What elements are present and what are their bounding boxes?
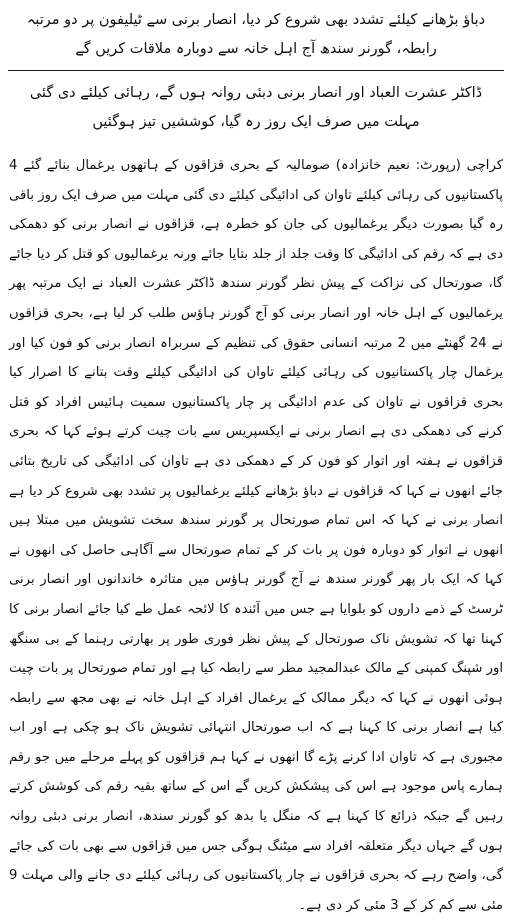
headline: دباؤ بڑھانے کیلئے تشدد بھی شروع کر دیا، انصار برنی سے ٹیلیفون پر دو مرتبہ رابطہ، گورنر سندھ آج اہل خانہ سے دوبارہ ملاقات کریں گے [26,12,486,57]
article-body [9,151,503,920]
divider [8,70,504,71]
article-paragraph: کراچی (رپورٹ: نعیم خانزادہ) صومالیہ کے بحری قزاقوں کے ہاتھوں یرغمال بنائے گئے 4 پاکستانیوں کی رہائی کیلئے تاوان کی ادائیگی کیلئے دی گئی مہلت میں صرف ایک روز باقی رہ گیا بصورت دیگر یرغمالیوں کی جان کو خطرہ ہے، قزاقوں نے انصار برنی کو دھمکی دی ہے کہ رقم کی ادائیگی کا وقت جلد از جلد بتایا جائے ورنہ یرغمالیوں کو قتل کر دیا جائے گا، صورتحال کی نزاکت کے پیش نظر گورنر سندھ ڈاکٹر عشرت العباد نے ایک مرتبہ پھر یرغمالیوں کے اہل خانہ اور انصار برنی کو آج گورنر ہاؤس طلب کر لیا ہے، بحری قزاقوں نے 24 گھنٹے میں 2 مرتبہ انسانی حقوق کی تنظیم کے سربراہ انصار برنی کو فون کیا اور یرغمال چار پاکستانیوں کی رہائی کیلئے تاوان کی ادائیگی کیلئے وقت بتانے کا اصرار کیا بحری قزاقوں نے تاوان کی عدم ادائیگی پر چار پاکستانیوں سمیت ہائیس افراد کو قتل کرنے کی دھمکی دی ہے انصار برنی نے ایکسپریس سے بات چیت کرتے ہوئے کہا کہ بحری قزاقوں نے ہفتہ اور اتوار کو فون کر کے دھمکی دی ہے تاوان کی ادائیگی کی تاریخ بتائی جائے انھوں نے کہا کہ قزاقوں نے دباؤ بڑھانے کیلئے یرغمالیوں پر تشدد بھی شروع کر دیا ہے انصار برنی نے کہا کہ اس تمام صورتحال پر گورنر سندھ سخت تشویش میں مبتلا ہیں انھوں نے اتوار کو دوبارہ فون پر بات کر کے تمام صورتحال سے آگاہی حاصل کی انھوں نے کہا کہ ایک بار پھر گورنر سندھ نے آج گورنر ہاؤس میں متاثرہ خاندانوں اور انصار برنی ٹرسٹ کے ذمے داروں کو بلوایا ہے جس میں آئندہ کا لائحہ عمل طے کیا جائے انصار برنی کا کہنا تھا کہ تشویش ناک صورتحال کے پیش نظر فوری طور پر بھارتی رہنما کے بی سنگھ اور شپنگ کمپنی کے مالک عبدالمجید مطر سے رابطہ کیا ہے اور تمام صورتحال پر بات چیت ہوئی انھوں نے کہا کہ دیگر ممالک کے یرغمال افراد کے اہل خانہ نے بھی مجھ سے رابطہ کیا ہے انصار برنی کا کہنا ہے کہ اب صورتحال انتہائی تشویش ناک ہو چکی ہے اور اب مجبوری ہے کہ تاوان ادا کرنے پڑے گا انھوں نے کہا ہم قزاقوں کو پہلے مرحلے میں جو رقم ہمارے پاس موجود ہے اس کی پیشکش کریں گے اس کے ساتھ بقیہ رقم کی کوشش کرتے رہیں گے جبکہ ذرائع کا کہنا ہے کہ منگل یا بدھ کو گورنر سندھ، انصار برنی دبئی روانہ ہوں گے جہاں دیگر متعلقہ افراد سے میٹنگ ہوگی جس میں قزاقوں سے بھی بات کی جائے گی، واضح رہے کہ بحری قزاقوں نے چار پاکستانیوں کی رہائی کیلئے دی جانے والی مہلت 9 مئی سے کم کر کے 3 مئی کر دی ہے۔ [9,158,504,913]
subheadline: ڈاکٹر عشرت العباد اور انصار برنی دبئی روانہ ہوں گے، رہائی کیلئے دی گئی مہلت میں صرف ایک روز رہ گیا، کوششیں تیز ہوگئیں [29,85,483,130]
